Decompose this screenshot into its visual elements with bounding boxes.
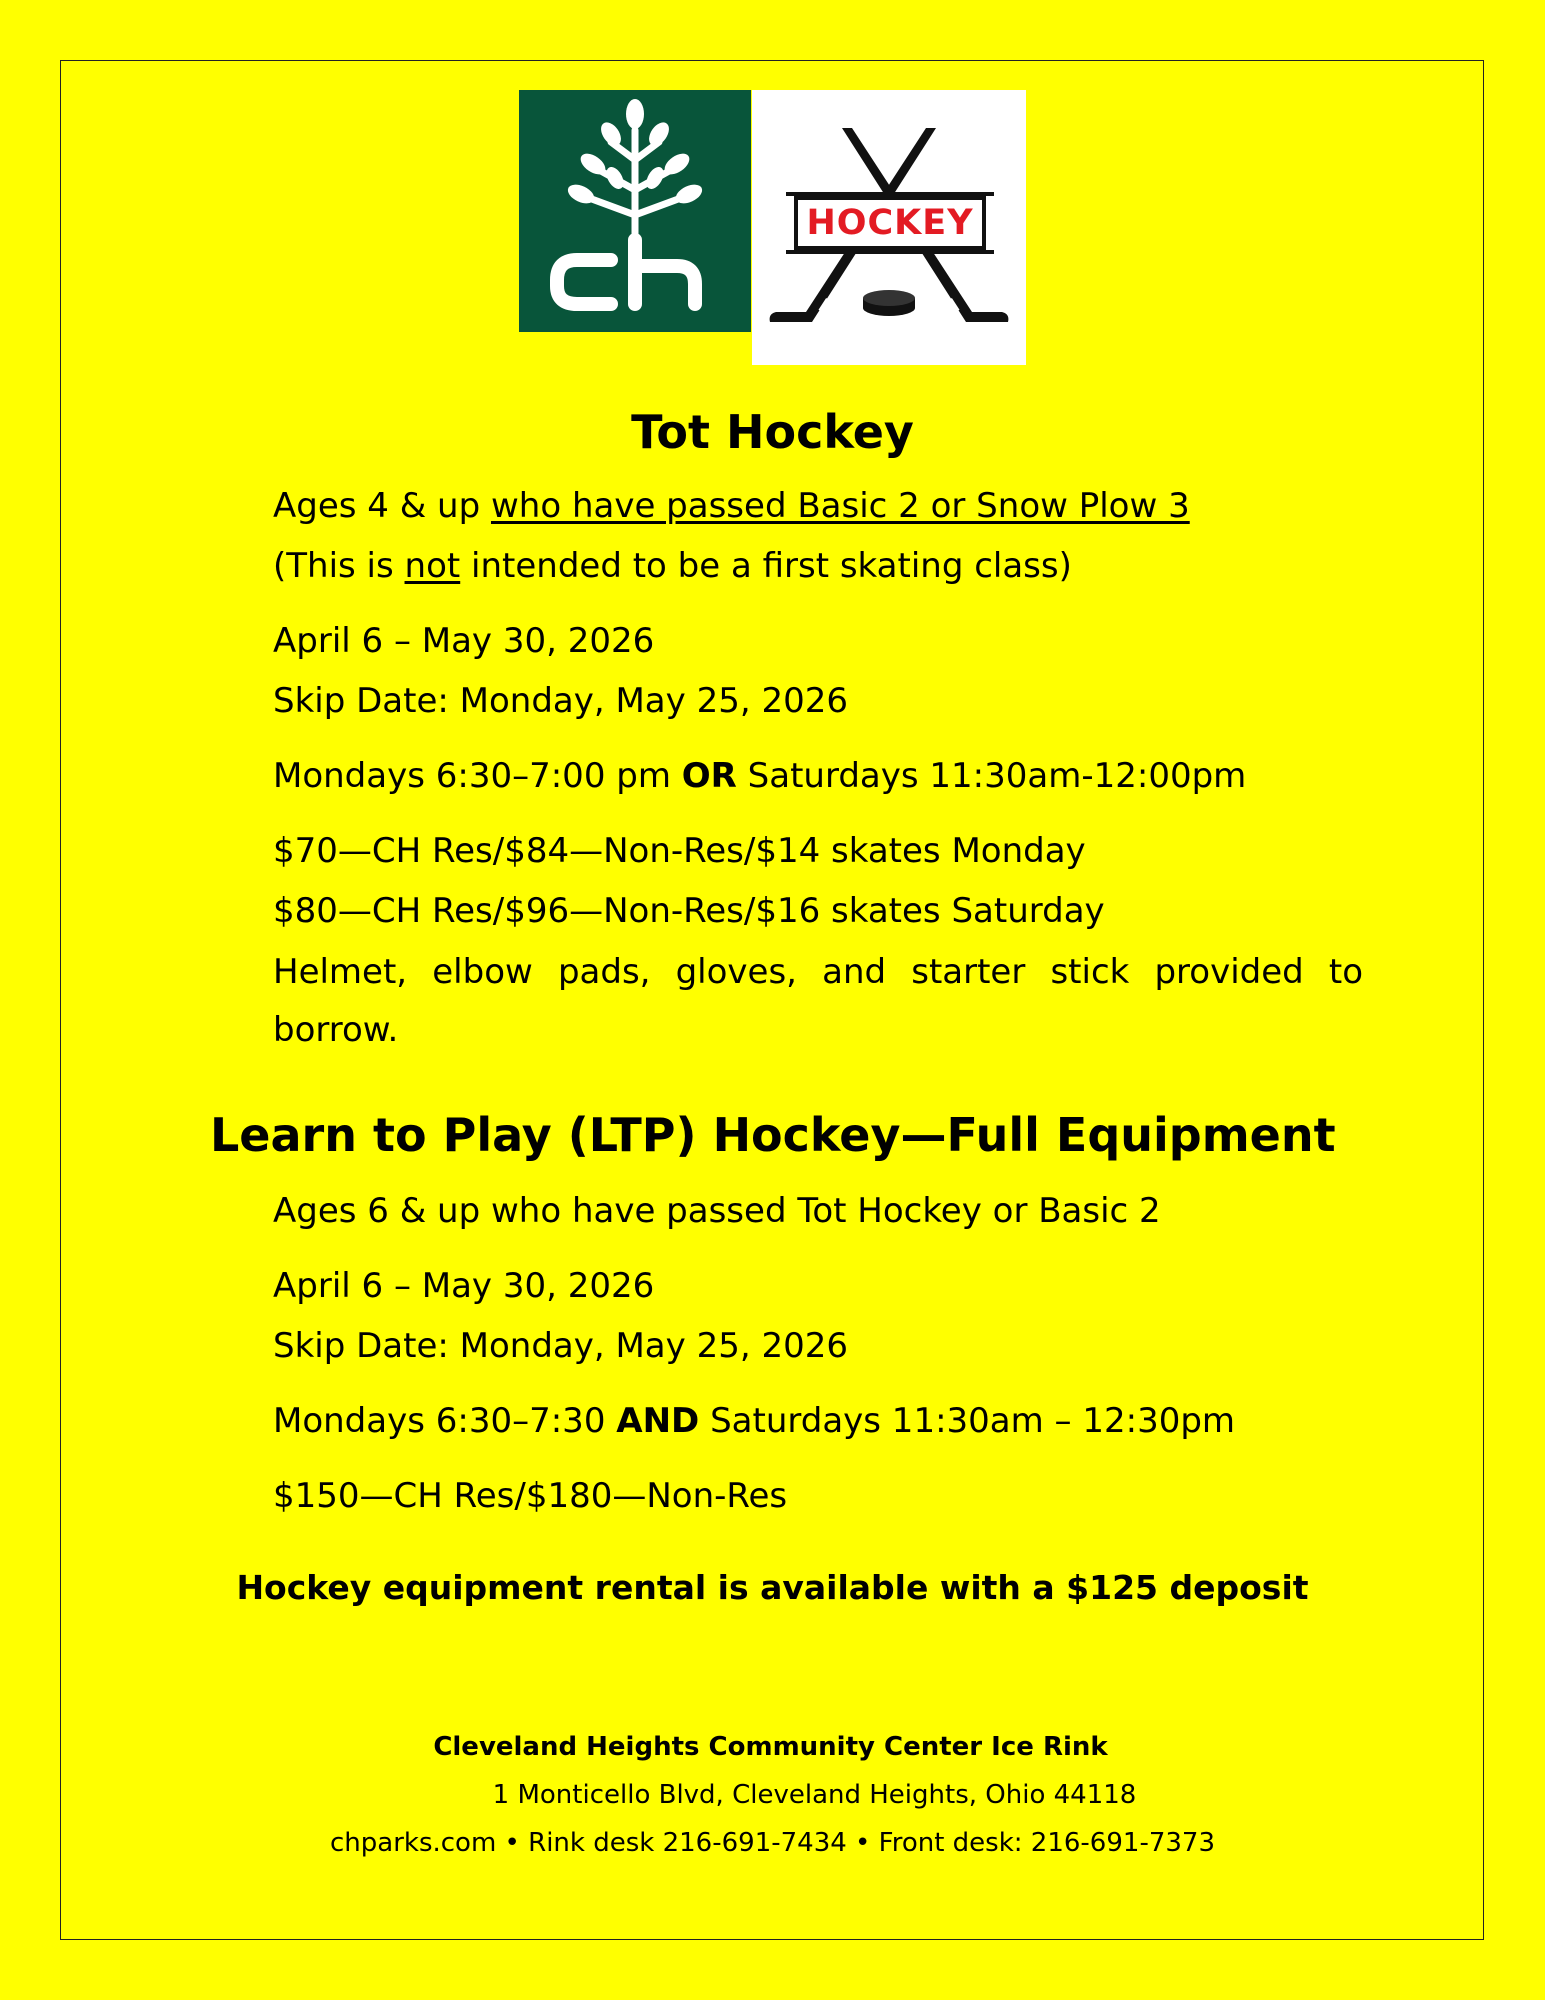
ltp-schedule <box>273 1401 1235 1442</box>
tot-note-suffix: intended to be a first skating class) <box>460 546 1072 586</box>
contact-info: chparks.com • Rink desk 216-691-7434 • Front desk: 216-691-7373 <box>329 1828 1215 1858</box>
tot-schedule-saturday: Saturdays 11:30am-12:00pm <box>736 756 1247 796</box>
ltp-ages: Ages 6 & up who have passed Tot Hockey or Basic 2 <box>273 1191 1161 1231</box>
tot-hockey-title: Tot Hockey <box>631 405 914 459</box>
tot-schedule-or: OR <box>681 756 737 796</box>
ltp-schedule-saturday: Saturdays 11:30am – 12:30pm <box>699 1401 1236 1441</box>
equipment-deposit-note: Hockey equipment rental is available with a $125 deposit <box>236 1568 1309 1607</box>
tot-ages <box>273 486 1190 527</box>
tot-note-emphasis: not <box>404 546 461 586</box>
tot-schedule <box>273 756 1246 797</box>
ltp-price: $150—CH Res/$180—Non-Res <box>273 1476 788 1516</box>
tot-skip-date: Skip Date: Monday, May 25, 2026 <box>273 681 848 721</box>
tot-price-monday: $70—CH Res/$84—Non-Res/$14 skates Monday <box>273 831 1086 871</box>
ltp-hockey-title: Learn to Play (LTP) Hockey—Full Equipment <box>210 1108 1336 1162</box>
ch-tree-logo <box>519 90 751 332</box>
venue-name: Cleveland Heights Community Center Ice Rink <box>433 1732 1108 1762</box>
hockey-logo-text: HOCKEY <box>806 203 974 243</box>
ltp-schedule-monday: Mondays 6:30–7:30 <box>273 1401 617 1441</box>
ltp-dates: April 6 – May 30, 2026 <box>273 1266 655 1306</box>
ltp-skip-date: Skip Date: Monday, May 25, 2026 <box>273 1326 848 1366</box>
tot-note-prefix: (This is <box>273 546 405 586</box>
tot-dates: April 6 – May 30, 2026 <box>273 621 655 661</box>
tot-equipment-note: Helmet, elbow pads, gloves, and starter stick provided to borrow. <box>273 952 1363 1051</box>
venue-address: 1 Monticello Blvd, Cleveland Heights, Ohio 44118 <box>492 1780 1137 1810</box>
crossed-hockey-sticks-icon <box>752 90 1026 365</box>
tot-price-saturday: $80—CH Res/$96—Non-Res/$16 skates Saturday <box>273 891 1105 931</box>
tot-ages-prefix: Ages 4 & up <box>273 486 491 526</box>
tot-schedule-monday: Mondays 6:30–7:00 pm <box>273 756 682 796</box>
ltp-schedule-and: AND <box>616 1401 700 1441</box>
tot-ages-requirement: who have passed Basic 2 or Snow Plow 3 <box>490 486 1190 526</box>
tree-icon <box>519 90 751 332</box>
tot-note <box>273 546 1072 587</box>
